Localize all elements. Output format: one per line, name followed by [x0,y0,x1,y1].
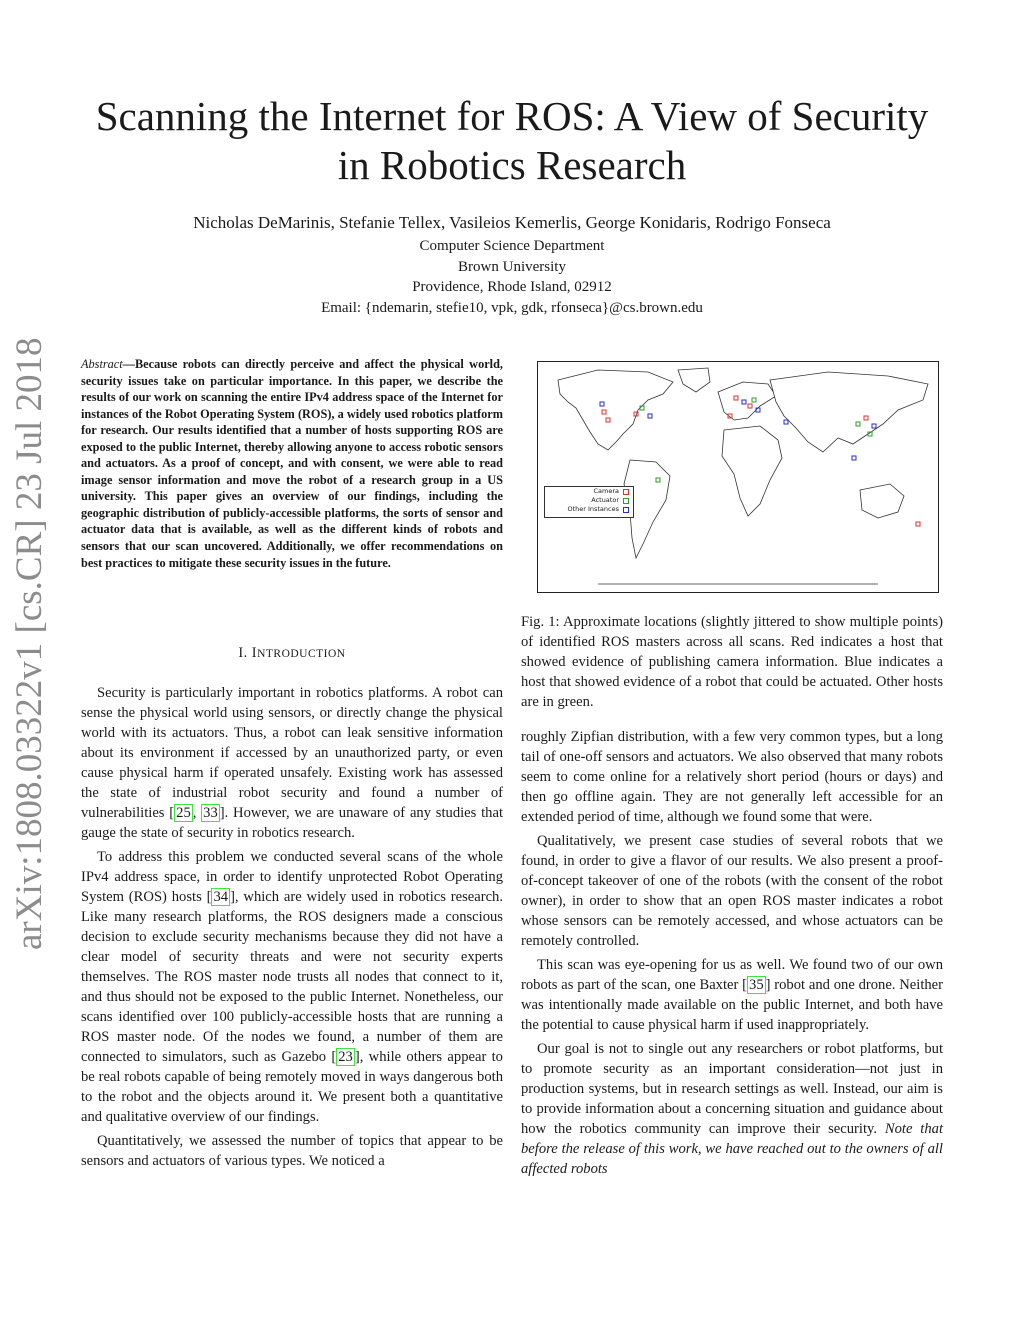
intro-paragraph-6 [521,955,943,1035]
legend-swatch [623,507,629,513]
legend-swatch [623,489,629,495]
intro-p1-text-b: ]. However, we are unaware of any studies that gauge the state of security in robotics research. [81,805,504,841]
right-column-body [521,727,943,1179]
intro-p6-text-a: This scan was eye-opening for us as well. We found two of our own robots as part of the scan, one Baxter [ [521,957,943,993]
section-title-initial: I [251,645,258,661]
citation-link[interactable]: 25 [176,805,191,821]
intro-p6-text-b: ] robot and one drone. Neither was intentionally made available on the public Internet, and both have the potential to cause physical harm if used inappropriately. [521,977,944,1033]
continent-asia [770,372,928,452]
intro-p7-text: Our goal is not to single out any researchers or robot platforms, but to promote security as an important consideration—not just in production systems, but in research settings as well. Instead, our aim is to provide information about a concerning situation and guidance about how the robotics community can improve their security. [521,1041,943,1137]
world-map-graphic [538,362,938,592]
section-title-rest: NTRODUCTION [257,648,346,660]
legend-label: Other Instances [567,505,619,513]
continent-europe [718,382,776,420]
figure-caption: Fig. 1: Approximate locations (slightly jittered to show multiple points) of identified ROS masters across all scans. Red indicates a host that showed evidence of publishing camera information. Blue indicates a host that showed evidence of a robot that could be actuated. Other hosts are in green. [521,614,943,710]
figure-world-map [537,361,939,593]
intro-p7-emphasis: Note that before the release of this work, we have reached out to the owners of all affected robots [521,1121,944,1177]
figure-legend [544,486,634,518]
intro-p1-text-a: Security is particularly important in robotics platforms. A robot can sense the physical world using sensors, or directly change the physical world with its actuators. Thus, a robot can leak sensitive information about its environment if accessed by an unauthorized party, or even cause physical harm if operated unsafely. Existing work has assessed the state of industrial robot security and found a number of vulnerabilities [ [81,685,503,821]
continent-australia [860,484,904,518]
arxiv-identifier [8,337,52,950]
legend-label: Actuator [591,496,619,504]
arxiv-identifier-text: arXiv:1808.03322v1 [cs.CR] 23 Jul 2018 [9,337,50,950]
intro-paragraph-1 [81,683,503,843]
legend-item-camera [545,487,633,496]
camera-marker [916,522,920,526]
intro-p2-text-c: ], while others appear to be real robots capable of being remotely moved in ways dangerous both to the robot and the objects around it. We present both a quantitative and qualitative overview of our findings. [81,1049,503,1125]
abstract [81,356,503,571]
paper-title [60,92,964,190]
other-marker [852,456,856,460]
citation-link[interactable]: 34 [213,889,229,905]
left-column-body [81,683,503,1171]
citation-link[interactable]: 23 [338,1049,353,1065]
affiliation-address: Providence, Rhode Island, 02912 [412,279,612,295]
other-marker [784,420,788,424]
abstract-text: —Because robots can directly perceive and affect the physical world, security issues take on particular importance. In this paper, we describe the results of our work on scanning the entire IPv4 address space of the Internet for instances of the Robot Operating System (ROS), a widely used robotics platform for research. Our results identified that a number of hosts supporting ROS are exposed to the public Internet, thereby allowing anyone to access robotic sensors and actuators. As a proof of concept, and with consent, we were able to read image sensor information and move the robot of a research group in a US university. This paper gives an overview of our findings, including the geographic distribution of publicly-accessible platforms, the sorts of sensor and actuator data that is available, as well as the different kinds of robots and sensors that our scan uncovered. Additionally, we offer recommendations on best practices to mitigate these security issues in the future. [81,357,503,570]
intro-p2-text-a: To address this problem we conducted several scans of the whole IPv4 address space, in order to identify unprotected Robot Operating System (ROS) hosts [ [81,849,503,905]
legend-item-other [545,505,633,514]
legend-label: Camera [593,487,619,495]
author-list: Nicholas DeMarinis, Stefanie Tellex, Vasileios Kemerlis, George Konidaris, Rodrigo Fonseca [193,213,831,232]
paper-title-line2: in Robotics Research [337,142,687,188]
section-heading-introduction [81,645,503,662]
affiliation-email: Email: {ndemarin, stefie10, vpk, gdk, rfonseca}@cs.brown.edu [321,299,703,316]
section-number: I. [238,645,248,661]
other-marker [648,414,652,418]
continent-north-america [558,370,673,450]
legend-swatch [623,498,629,504]
continent-greenland [678,368,710,392]
affiliation-block [80,236,944,318]
affiliation-university: Brown University [458,258,566,275]
intro-paragraph-5: Qualitatively, we present case studies of several robots that we found, in order to give a flavor of our results. We also present a proof-of-concept takeover of one of the robots (with the consent of the robot owner), in order to show that an open ROS master indicates a robot whose sensors can be remotely accessed, and whose actuators can be remotely controlled. [521,833,943,949]
intro-p2-text-b: ], which are widely used in robotics research. Like many research platforms, the ROS designers made a conscious decision to exclude security mechanisms because they did not have a clear model of security threats and were not security experts themselves. The ROS master node trusts all nodes that connect to it, and thus should not be exposed to the public Internet. Nonetheless, our scans identified over 100 publicly-accessible hosts that are running a ROS master node. Of the nodes we found, a number of them are connected to simulators, such as Gazebo [ [81,889,503,1065]
paper-title-line1: Scanning the Internet for ROS: A View of Security [95,93,929,139]
citation-link[interactable]: 35 [749,977,764,993]
citation-link[interactable]: 33 [203,805,218,821]
intro-paragraph-7 [521,1039,943,1179]
intro-paragraph-2 [81,847,503,1127]
intro-paragraph-3: Quantitatively, we assessed the number of topics that appear to be sensors and actuators of various types. We noticed a [81,1133,503,1169]
citation-separator: , [192,805,202,821]
abstract-label: Abstract [81,357,123,371]
affiliation-department: Computer Science Department [419,238,605,254]
continent-africa [722,426,782,516]
intro-paragraph-4: roughly Zipfian distribution, with a few very common types, but a long tail of one-off sensors and actuators. We also observed that many robots seem to come online for a relatively short period (hours or days) and then go offline again. They are not generally left accessible for an extended period of time, although we found some that were. [521,729,943,825]
legend-item-actuator [545,496,633,505]
